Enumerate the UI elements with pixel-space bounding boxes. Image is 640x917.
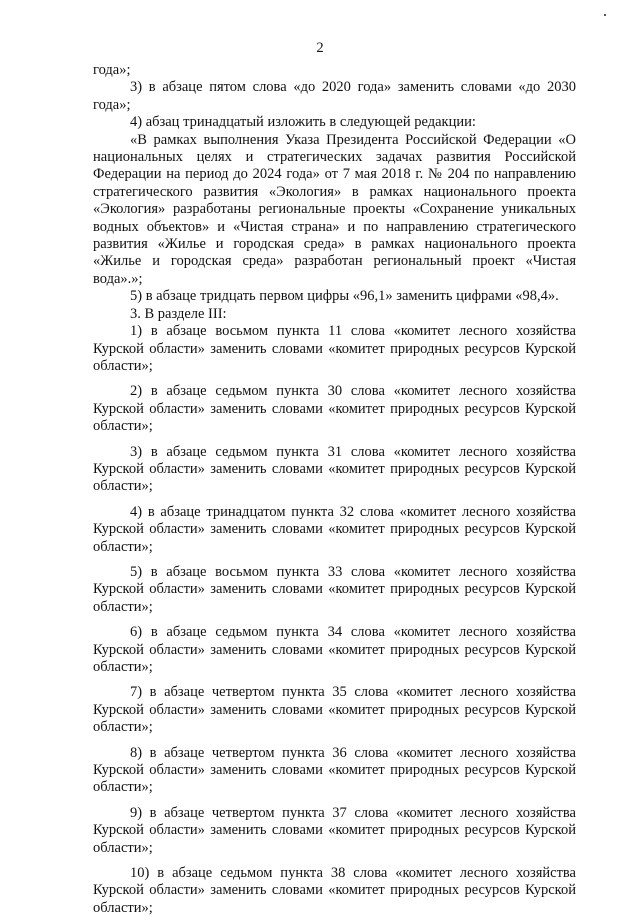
paragraph-item-3: 3) в абзаце пятом слова «до 2020 года» заменить словами «до 2030 года»;: [93, 79, 576, 113]
page-number: 2: [316, 40, 324, 56]
list-item: 6) в абзаце седьмом пункта 34 слова «комитет лесного хозяйства Курской области» заменить словами «комитет природных ресурсов Курской области»;: [93, 624, 576, 675]
paragraph-item-4: 4) абзац тринадцатый изложить в следующей редакции:: [130, 114, 476, 131]
list-item: 4) в абзаце тринадцатом пункта 32 слова «комитет лесного хозяйства Курской области» заменить словами «комитет природных ресурсов Курской области»;: [93, 503, 576, 555]
list-item: 7) в абзаце четвертом пункта 35 слова «комитет лесного хозяйства Курской области» заменить словами «комитет природных ресурсов Курской области»;: [93, 684, 576, 736]
list-item: 1) в абзаце восьмом пункта 11 слова «комитет лесного хозяйства Курской области» заменить словами «комитет природных ресурсов Курской области»;: [93, 323, 576, 374]
document-body: [93, 62, 576, 917]
scan-speck: [604, 14, 606, 16]
list-item: 8) в абзаце четвертом пункта 36 слова «комитет лесного хозяйства Курской области» заменить словами «комитет природных ресурсов Курской области»;: [93, 744, 576, 796]
list-item: 5) в абзаце восьмом пункта 33 слова «комитет лесного хозяйства Курской области» заменить словами «комитет природных ресурсов Курской области»;: [93, 563, 576, 615]
paragraph-item-5: 5) в абзаце тридцать первом цифры «96,1» заменить цифрами «98,4».: [130, 288, 559, 305]
list-item: 10) в абзаце седьмом пункта 38 слова «комитет лесного хозяйства Курской области» заменить словами «комитет природных ресурсов Курской области»;: [93, 865, 576, 916]
list-item: 2) в абзаце седьмом пункта 30 слова «комитет лесного хозяйства Курской области» заменить словами «комитет природных ресурсов Курской области»;: [93, 383, 576, 435]
paragraph-continuation: года»;: [93, 62, 131, 78]
list-item: 3) в абзаце седьмом пункта 31 слова «комитет лесного хозяйства Курской области» заменить словами «комитет природных ресурсов Курской области»;: [93, 443, 576, 495]
paragraph-quoted-text: «В рамках выполнения Указа Президента Российской Федерации «О национальных целях и стратегических задачах развития Российской Федерации на период до 2024 года» от 7 мая 2018 г. № 204 по направлению стратегического развития «Экология» в рамках национального проекта «Экология» разработаны региональные проекты «Сохранение уникальных водных объектов» и «Чистая страна» и по направлению стратегического развития «Жилье и городская среда» в рамках национального проекта «Жилье и городская среда» разработан региональный проект «Чистая вода».»;: [93, 131, 576, 287]
list-item: 9) в абзаце четвертом пункта 37 слова «комитет лесного хозяйства Курской области» заменить словами «комитет природных ресурсов Курской области»;: [93, 804, 576, 856]
section-heading: 3. В разделе III:: [130, 305, 227, 322]
